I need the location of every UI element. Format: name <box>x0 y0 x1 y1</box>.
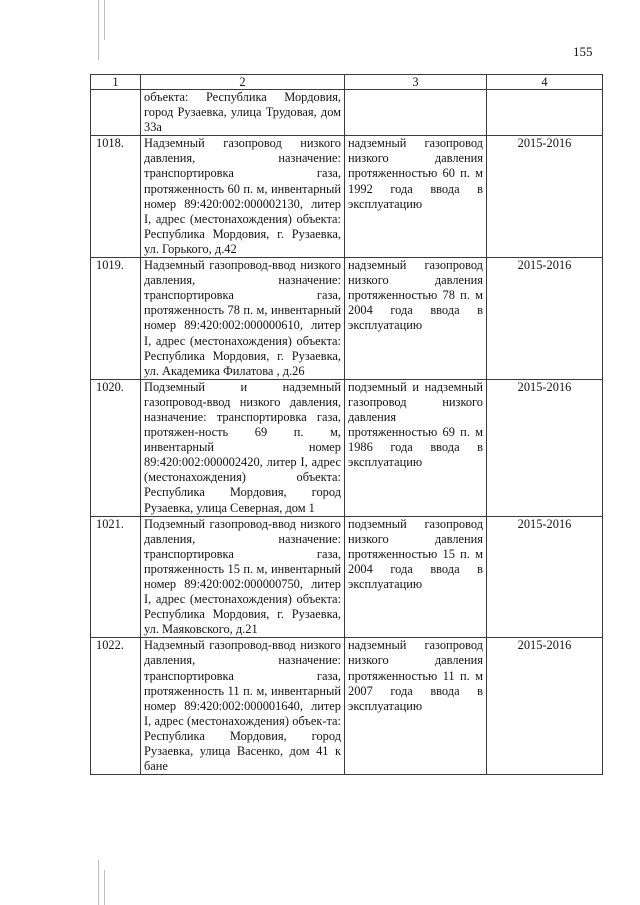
object-state: подземный газопровод низкого давления протяженностью 15 п. м 2004 года ввода в эксплуатацию <box>345 516 487 638</box>
scan-edge-mark <box>104 870 105 905</box>
row-number: 1019. <box>91 258 141 380</box>
row-number: 1018. <box>91 136 141 258</box>
object-description: Надземный газопровод-ввод низкого давления, назначение: транспортировка газа, протяженность 78 п. м, инвентарный номер 89:420:002:000000610, литер I, адрес (местонахождения) объекта: Республика Мордовия, г. Рузаевка, ул. Академика Филатова , д.26 <box>141 258 345 380</box>
table-row <box>91 379 603 516</box>
row-number: 1022. <box>91 638 141 775</box>
work-period: 2015-2016 <box>487 379 603 516</box>
row-number: 1020. <box>91 379 141 516</box>
work-period: 2015-2016 <box>487 638 603 775</box>
object-state: надземный газопровод низкого давления протяженностью 78 п. м 2004 года ввода в эксплуатацию <box>345 258 487 380</box>
row-number <box>91 90 141 136</box>
column-header: 4 <box>487 75 603 90</box>
row-number: 1021. <box>91 516 141 638</box>
table-header-row <box>91 75 603 90</box>
object-description: Надземный газопровод низкого давления, назначение: транспортировка газа, протяженность 60 п. м, инвентарный номер 89:420:002:000002130, литер I, адрес (местонахождения) объекта: Республика Мордовия, г. Рузаевка, ул. Горького, д.42 <box>141 136 345 258</box>
work-period: 2015-2016 <box>487 516 603 638</box>
object-description: Надземный газопровод-ввод низкого давления, назначение: транспортировка газа, протяженность 11 п. м, инвентарный номер 89:420:002:000001640, литер I, адрес (местонахождения) объек-та: Республика Мордовия, город Рузаевка, улица Васенко, дом 41 к бане <box>141 638 345 775</box>
object-state: надземный газопровод низкого давления протяженностью 60 п. м 1992 года ввода в эксплуатацию <box>345 136 487 258</box>
object-description: Подземный и надземный газопровод-ввод низкого давления, назначение: транспортировка газа, протяжен-ность 69 п. м, инвентарный номер 89:420:002:000002420, литер I, адрес (местонахождения) объекта: Республика Мордовия, город Рузаевка, улица Северная, дом 1 <box>141 379 345 516</box>
object-description: объекта: Республика Мордовия, город Рузаевка, улица Трудовая, дом 33а <box>141 90 345 136</box>
column-header: 2 <box>141 75 345 90</box>
work-period <box>487 90 603 136</box>
table-row <box>91 638 603 775</box>
table-row <box>91 516 603 638</box>
object-state: надземный газопровод низкого давления протяженностью 11 п. м 2007 года ввода в эксплуатацию <box>345 638 487 775</box>
scan-edge-mark <box>104 0 105 40</box>
object-state <box>345 90 487 136</box>
column-header: 3 <box>345 75 487 90</box>
scan-edge-mark <box>98 0 99 60</box>
scan-edge-mark <box>98 860 99 905</box>
table-row <box>91 258 603 380</box>
object-state: подземный и надземный газопровод низкого давления протяженностью 69 п. м 1986 года ввода в эксплуатацию <box>345 379 487 516</box>
table-row <box>91 136 603 258</box>
work-period: 2015-2016 <box>487 136 603 258</box>
table-row <box>91 90 603 136</box>
column-header: 1 <box>91 75 141 90</box>
page-number: 155 <box>573 44 593 59</box>
work-period: 2015-2016 <box>487 258 603 380</box>
object-description: Подземный газопровод-ввод низкого давления, назначение: транспортировка газа, протяженность 15 п. м, инвентарный номер 89:420:002:000000750, литер I, адрес (местонахождения) объекта: Республика Мордовия, г. Рузаевка, ул. Маяковского, д.21 <box>141 516 345 638</box>
property-table <box>90 74 603 775</box>
